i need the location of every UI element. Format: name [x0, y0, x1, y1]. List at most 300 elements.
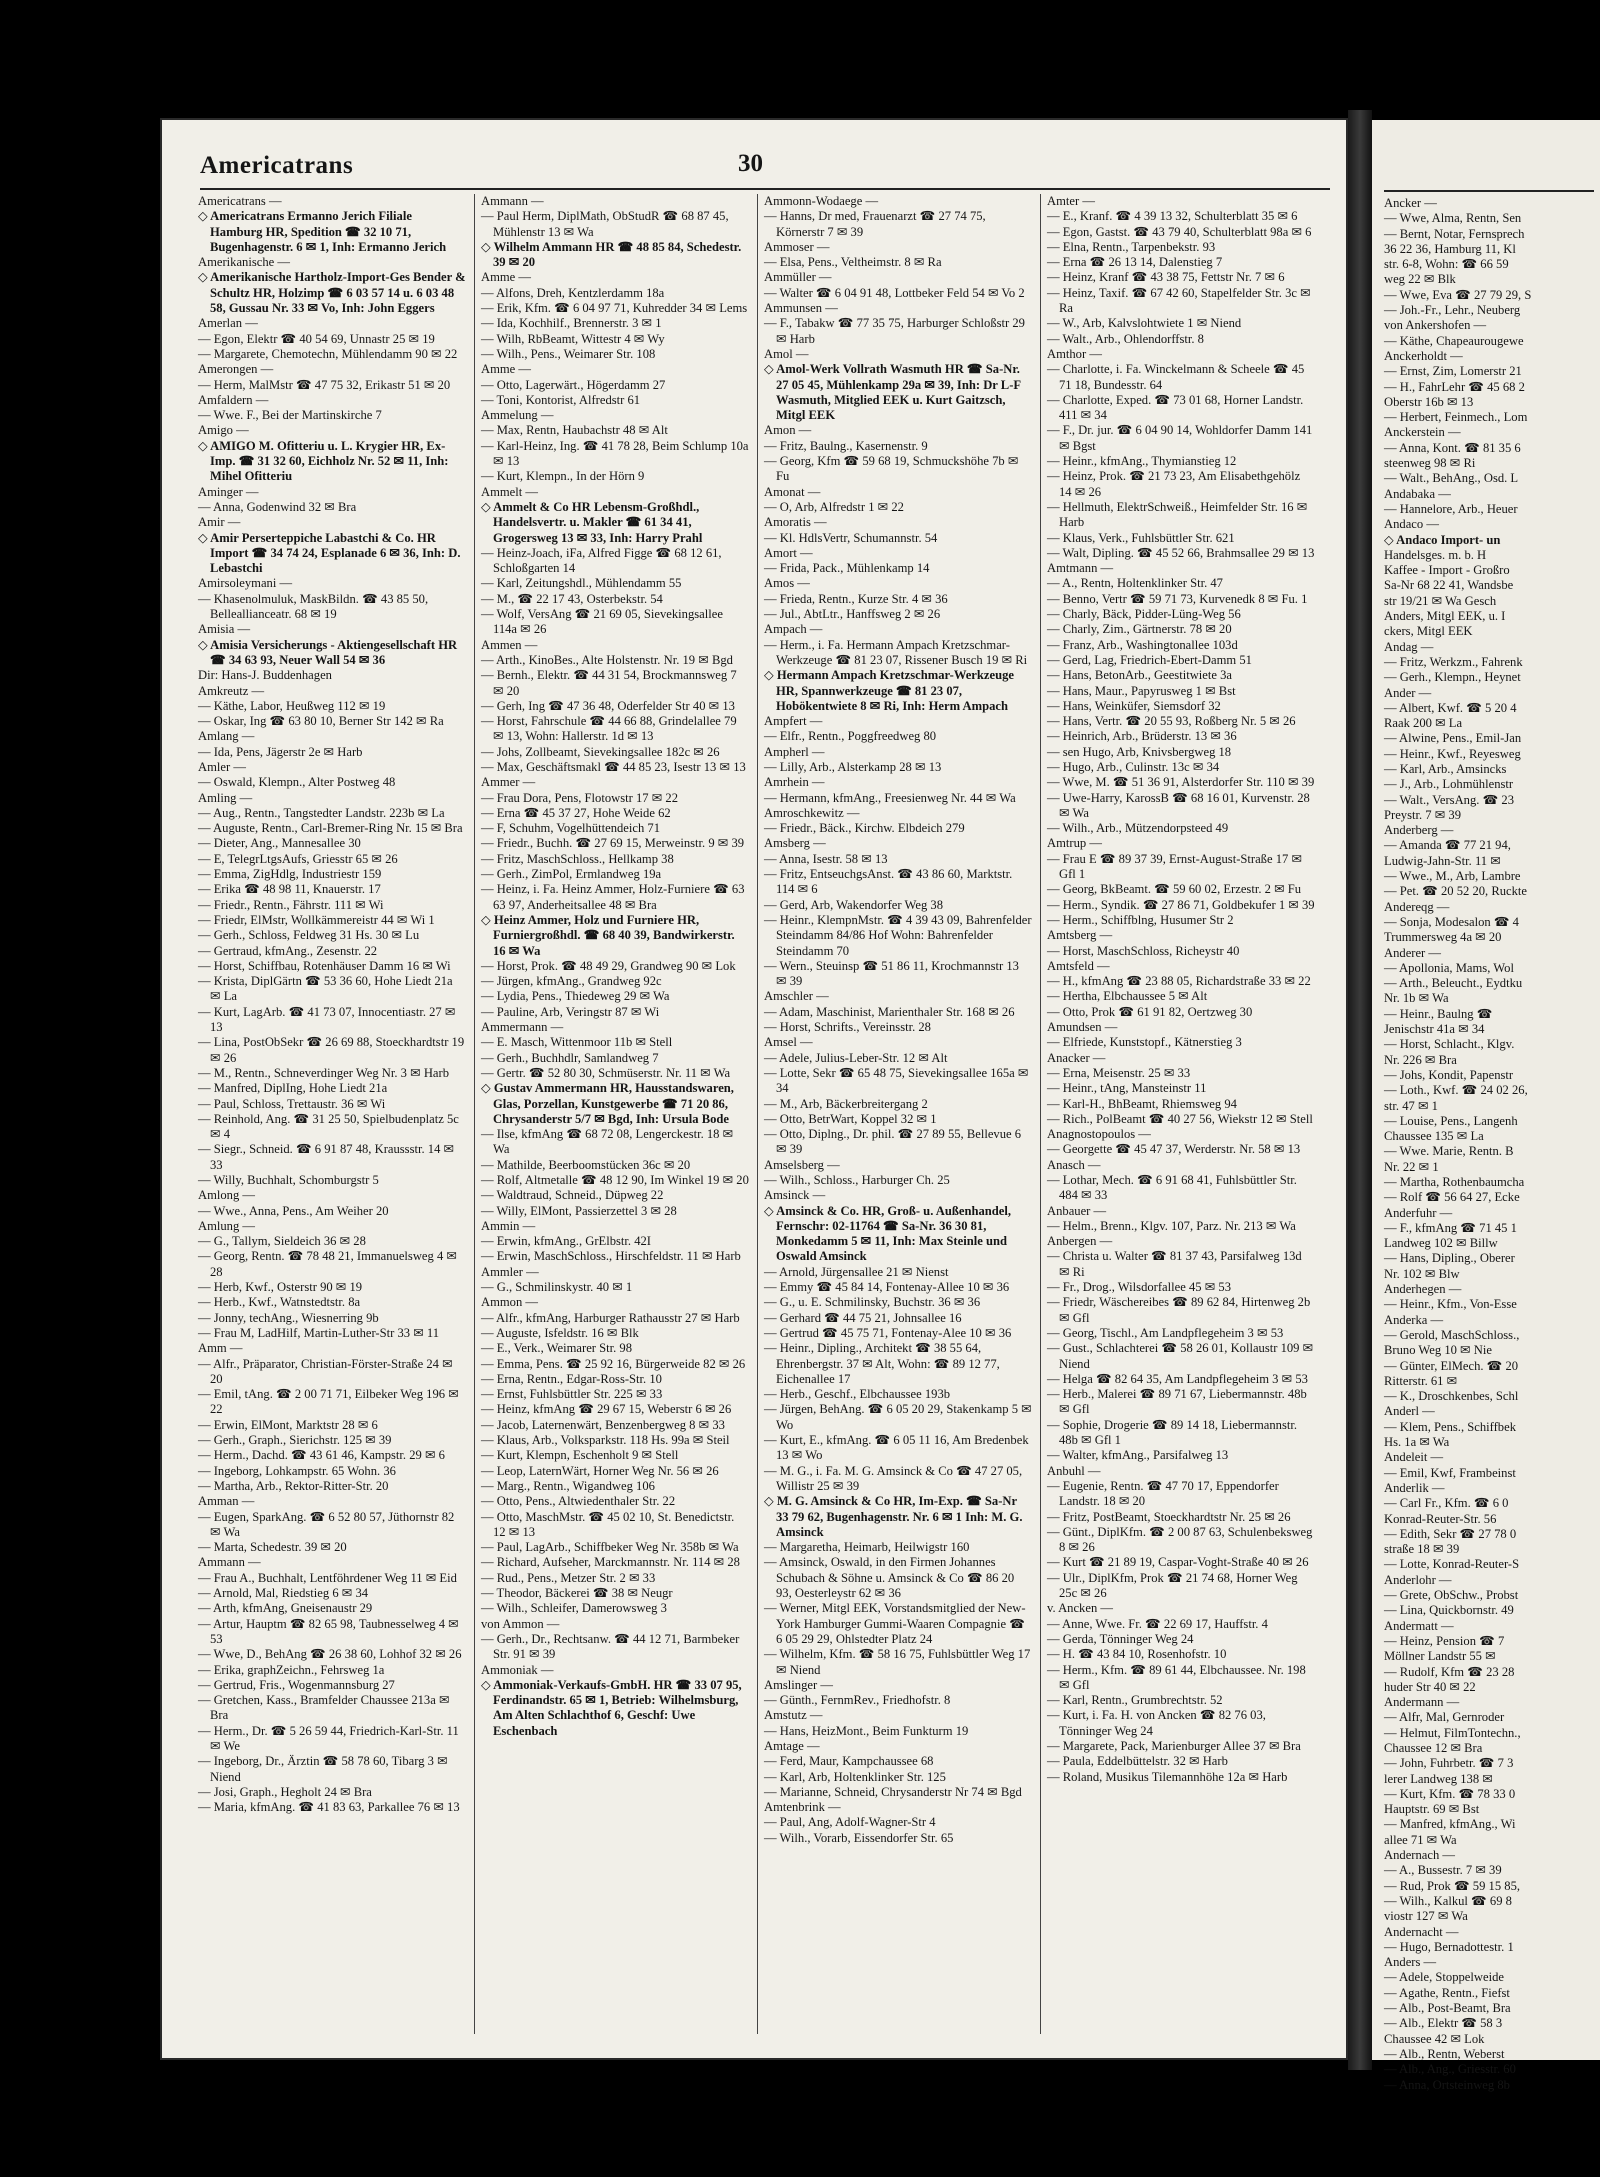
- directory-entry: — Gertr. ☎ 52 80 30, Schmüserstr. Nr. 11 ✉ Wa: [481, 1065, 731, 1080]
- directory-entry: — Willy, Buchhalt, Schomburgstr 5: [198, 1173, 379, 1187]
- directory-entry: — Alfr., kfmAng, Harburger Rathausstr 27 ✉ Harb: [481, 1310, 740, 1325]
- directory-entry: — Hanns, Dr med, Frauenarzt ☎ 27 74 75, Körnerstr 7 ✉ 39: [764, 209, 986, 239]
- directory-entry: — Fritz, Baulng., Kasernenstr. 9: [764, 438, 928, 453]
- directory-entry: — Ferd, Maur, Kampchaussee 68: [764, 1754, 934, 1769]
- directory-entry: — Werner, Mitgl EEK, Vorstandsmitglied der New-York Hamburger Gummi-Waaren Compagnie ☎ 6 05 29 29, Ohlstedter Platz 24: [764, 1601, 1026, 1646]
- directory-entry: — Bernh., Elektr. ☎ 44 31 54, Brockmannsweg 7 ✉ 20: [481, 668, 737, 698]
- directory-entry: — M., ☎ 22 17 43, Osterbekstr. 54: [481, 591, 663, 606]
- adjacent-page-entry: lerer Landweg 138 ✉: [1384, 1771, 1493, 1786]
- directory-entry: Amslinger —: [764, 1677, 833, 1692]
- directory-entry: — Oskar, Ing ☎ 63 80 10, Berner Str 142 ✉ Ra: [198, 714, 444, 729]
- directory-entry: Amtsberg —: [1047, 928, 1113, 943]
- directory-entry: — Herm., Syndik. ☎ 27 86 71, Goldbekufer 1 ✉ 39: [1047, 897, 1315, 912]
- directory-entry: Amtage —: [764, 1738, 820, 1753]
- directory-entry: — Erika ☎ 48 98 11, Knauerstr. 17: [198, 882, 381, 897]
- directory-entry: — Leop, LaternWärt, Horner Weg Nr. 56 ✉ 26: [481, 1463, 719, 1478]
- directory-entry: — Margaretha, Heimarb, Heilwigstr 160: [764, 1540, 970, 1555]
- directory-entry: — Hans, Weinküfer, Siemsdorf 32: [1047, 698, 1221, 713]
- directory-entry: — Elfr., Rentn., Poggfreedweg 80: [764, 729, 937, 744]
- adjacent-page-entry: Nr. 102 ✉ Blw: [1384, 1266, 1460, 1281]
- adjacent-page-entry: — Grete, ObSchw., Probst: [1384, 1588, 1519, 1603]
- adjacent-page-entry: Anckerstein —: [1384, 425, 1461, 440]
- directory-entry: — Günth., FernmRev., Friedhofstr. 8: [764, 1693, 951, 1708]
- directory-entry: — Anne, Wwe. Fr. ☎ 22 69 17, Hauffstr. 4: [1047, 1616, 1268, 1631]
- directory-entry: Amerongen —: [198, 362, 274, 377]
- directory-entry: — E., Verk., Weimarer Str. 98: [481, 1341, 633, 1356]
- directory-entry: — Heinz-Joach, iFa, Alfred Figge ☎ 68 12 61, Schloßgarten 14: [481, 545, 722, 576]
- directory-entry: — Horst, Schiffbau, Rotenhäuser Damm 16 ✉ Wi: [198, 958, 451, 973]
- directory-entry: Anacker —: [1047, 1050, 1106, 1065]
- directory-entry: Ammelung —: [481, 408, 554, 423]
- column-3: [764, 194, 1032, 2034]
- adjacent-page-entry: Anderhegen —: [1384, 1282, 1462, 1297]
- directory-entry: ◇ Amerikanische Hartholz-Import-Ges Bender & Schultz HR, Holzimp ☎ 6 03 57 14 u. 6 03 48 58, Gussau Nr. 33 ✉ Vo, Inh: John Eggers: [198, 270, 466, 316]
- directory-entry: — Friedr., Bäck., Kirchw. Elbdeich 279: [764, 821, 965, 836]
- adjacent-page-entry: — Carl Fr., Kfm. ☎ 6 0: [1384, 1496, 1509, 1511]
- directory-entry: Amm —: [198, 1341, 243, 1356]
- directory-entry: ◇ Amir Perserteppiche Labastchi & Co. HR Import ☎ 34 74 24, Esplanade 6 ✉ 36, Inh: D. Lebastchi: [198, 530, 461, 576]
- adjacent-page-entry: Chaussee 135 ✉ La: [1384, 1129, 1484, 1144]
- directory-entry: Ammonn-Wodaege —: [764, 194, 879, 208]
- directory-entry: — Auguste, Isfeldstr. 16 ✉ Blk: [481, 1325, 639, 1340]
- directory-entry: — A., Rentn, Holtenklinker Str. 47: [1047, 576, 1223, 591]
- directory-entry: — Adele, Julius-Leber-Str. 12 ✉ Alt: [764, 1050, 948, 1065]
- directory-entry: — Horst, MaschSchloss, Richeystr 40: [1047, 943, 1240, 958]
- directory-entry: — E. Masch, Wittenmoor 11b ✉ Stell: [481, 1035, 673, 1050]
- directory-entry: — Erik, Kfm. ☎ 6 04 97 71, Kuhredder 34 ✉ Lems: [481, 301, 748, 316]
- directory-entry: — Ernst, Fuhlsbüttler Str. 225 ✉ 33: [481, 1387, 663, 1402]
- adjacent-page-entry: — Agathe, Rentn., Fiefst: [1384, 1985, 1510, 2000]
- directory-entry: — Eugenie, Rentn. ☎ 47 70 17, Eppendorfer Landstr. 18 ✉ 20: [1047, 1478, 1279, 1509]
- directory-entry: — Khasenolmuluk, MaskBildn. ☎ 43 85 50, Belleallianceatr. 68 ✉ 19: [198, 591, 429, 622]
- directory-entry: — M., Rentn., Schneverdinger Weg Nr. 3 ✉ Harb: [198, 1065, 449, 1080]
- adjacent-page-entry: — Kurt, Kfm. ☎ 78 33 0: [1384, 1786, 1516, 1801]
- directory-entry: — Aug., Rentn., Tangstedter Landstr. 223b ✉ La: [198, 805, 445, 820]
- directory-entry: Amtenbrink —: [764, 1800, 841, 1815]
- directory-entry: — Frau M, LadHilf, Martin-Luther-Str 33 ✉ 11: [198, 1325, 440, 1340]
- directory-entry: Amtsfeld —: [1047, 958, 1110, 973]
- directory-entry: — Amsinck, Oswald, in den Firmen Johannes Schubach & Söhne u. Amsinck & Co ☎ 86 20 93, Oesterleystr 62 ✉ 36: [764, 1555, 1015, 1601]
- directory-entry: — Egon, Gastst. ☎ 43 79 40, Schulterblatt 98a ✉ 6: [1047, 224, 1312, 239]
- adjacent-page-entry: — Klem, Pens., Schiffbek: [1384, 1419, 1516, 1434]
- directory-entry: — Heinz, kfmAng ☎ 29 67 15, Weberstr 6 ✉ 26: [481, 1402, 732, 1417]
- directory-entry: Amirsoleymani —: [198, 576, 293, 591]
- directory-entry: Dir: Hans-J. Buddenhagen: [198, 668, 332, 683]
- adjacent-page-entry: — Heinr., Kwf., Reyesweg: [1384, 746, 1521, 761]
- directory-entry: — Helm., Brenn., Klgv. 107, Parz. Nr. 213 ✉ Wa: [1047, 1218, 1296, 1233]
- directory-entry: Anbauer —: [1047, 1203, 1107, 1218]
- adjacent-page-entry: — Fritz, Werkzm., Fahrenk: [1384, 654, 1523, 669]
- directory-entry: Ammoniak —: [481, 1662, 554, 1677]
- adjacent-page-entry: — Wwe. Marie, Rentn. B: [1384, 1144, 1514, 1159]
- directory-entry: — Wilh., Schleifer, Damerowsweg 3: [481, 1601, 667, 1616]
- directory-entry: — Charly, Bäck, Pidder-Lüng-Weg 56: [1047, 607, 1241, 622]
- adjacent-page-entry: — Heinr., Baulng ☎: [1384, 1006, 1493, 1021]
- directory-entry: — Maria, kfmAng. ☎ 41 83 63, Parkallee 76 ✉ 13: [198, 1800, 460, 1815]
- adjacent-page-entry: — Johs, Kondit, Papenstr: [1384, 1067, 1514, 1082]
- directory-entry: — Hugo, Arb., Culinstr. 13c ✉ 34: [1047, 759, 1220, 774]
- directory-entry: ◇ Ammoniak-Verkaufs-GmbH. HR ☎ 33 07 95, Ferdinandstr. 65 ✉ 1, Betrieb: Wilhelmsburg, Am Alten Schlachthof 6, Geschf: Uwe Eschenbach: [481, 1677, 742, 1738]
- adjacent-page-entry: Kaffee - Import - Großro: [1384, 563, 1510, 578]
- directory-entry: — Heinr., kfmAng., Thymianstieg 12: [1047, 454, 1237, 469]
- directory-entry: — Erna ☎ 45 37 27, Hohe Weide 62: [481, 805, 671, 820]
- directory-entry: — Rich., PolBeamt ☎ 40 27 56, Wiekstr 12 ✉ Stell: [1047, 1111, 1313, 1126]
- adjacent-page-entry: — Günter, ElMech. ☎ 20: [1384, 1358, 1519, 1373]
- directory-entry: — Ida, Pens, Jägerstr 2e ✉ Harb: [198, 744, 363, 759]
- adjacent-page-entry: Anderer —: [1384, 945, 1441, 960]
- directory-entry: — Friedr., Rentn., Fährstr. 111 ✉ Wi: [198, 897, 384, 912]
- directory-entry: — Karl, Zeitungshdl., Mühlendamm 55: [481, 576, 682, 591]
- page-header: [200, 146, 1330, 190]
- adjacent-page-entry: 36 22 36, Hamburg 11, Kl: [1384, 241, 1516, 256]
- directory-entry: — Herm., Kfm. ☎ 89 61 44, Elbchaussee. Nr. 198 ✉ Gfl: [1047, 1662, 1306, 1692]
- directory-entry: — Arth., KinoBes., Alte Holstenstr. Nr. 19 ✉ Bgd: [481, 652, 733, 667]
- directory-entry: — Waldtraud, Schneid., Düpweg 22: [481, 1188, 664, 1203]
- directory-entry: — Ilse, kfmAng ☎ 68 72 08, Lengerckestr. 18 ✉ Wa: [481, 1127, 734, 1157]
- directory-entry: — Hans, Maur., Papyrusweg 1 ✉ Bst: [1047, 683, 1236, 698]
- directory-entry: — Hans, HeizMont., Beim Funkturm 19: [764, 1723, 969, 1738]
- directory-entry: Ampfert —: [764, 714, 823, 729]
- directory-entry: — Horst, Schrifts., Vereinsstr. 28: [764, 1020, 931, 1035]
- directory-entry: — Lydia, Pens., Thiedeweg 29 ✉ Wa: [481, 989, 670, 1004]
- directory-entry: — F, Schuhm, Vogelhüttendeich 71: [481, 821, 661, 836]
- directory-entry: — Friedr, Wäschereibes ☎ 89 62 84, Hirtenweg 2b ✉ Gfl: [1047, 1295, 1311, 1325]
- adjacent-page-entry: str. 47 ✉ 1: [1384, 1098, 1438, 1113]
- directory-entry: — Gerh., Dr., Rechtsanw. ☎ 44 12 71, Barmbeker Str. 91 ✉ 39: [481, 1631, 740, 1662]
- directory-entry: — Jul., AbtLtr., Hanffsweg 2 ✉ 26: [764, 607, 941, 622]
- directory-entry: — Heinz, i. Fa. Heinz Ammer, Holz-Furniere ☎ 63 63 97, Anderheitsallee 48 ✉ Bra: [481, 882, 745, 912]
- directory-entry: — Alfr., Präparator, Christian-Förster-Straße 24 ✉ 20: [198, 1356, 453, 1386]
- directory-entry: — Wilh, RbBeamt, Wittestr 4 ✉ Wy: [481, 331, 665, 346]
- adjacent-page-entry: Hs. 1a ✉ Wa: [1384, 1435, 1450, 1450]
- directory-entry: Amschler —: [764, 989, 829, 1004]
- adjacent-page-entry: huder Str 40 ✉ 22: [1384, 1679, 1476, 1694]
- directory-entry: — Gerh., Graph., Sierichstr. 125 ✉ 39: [198, 1433, 392, 1448]
- book-gutter: [1348, 110, 1372, 2070]
- adjacent-page-entry: — Lotte, Konrad-Reuter-S: [1384, 1557, 1520, 1572]
- directory-entry: — Elsa, Pens., Veltheimstr. 8 ✉ Ra: [764, 255, 942, 270]
- directory-entry: — Wilh., Pens., Weimarer Str. 108: [481, 346, 656, 361]
- directory-entry: Americatrans —: [198, 194, 282, 208]
- directory-entry: — Hertha, Elbchaussee 5 ✉ Alt: [1047, 989, 1208, 1004]
- adjacent-page-entry: Landweg 102 ✉ Billw: [1384, 1236, 1498, 1251]
- directory-entry: — Heinr., Dipling., Architekt ☎ 38 55 64, Ehrenbergstr. 37 ✉ Alt, Wohn: ☎ 89 12 77, Eichenallee 17: [764, 1341, 1000, 1386]
- directory-entry: — Manfred, DiplIng, Hohe Liedt 21a: [198, 1081, 388, 1096]
- adjacent-page-entry: — Apollonia, Mams, Wol: [1384, 960, 1514, 975]
- directory-entry: — F., Tabakw ☎ 77 35 75, Harburger Schloßstr 29 ✉ Harb: [764, 316, 1025, 346]
- adjacent-page-entry: — Walt., VersAng. ☎ 23: [1384, 792, 1514, 807]
- adjacent-page-entry: — A., Bussestr. 7 ✉ 39: [1384, 1863, 1502, 1878]
- directory-entry: — Otto, MaschMstr. ☎ 45 02 10, St. Benedictstr. 12 ✉ 13: [481, 1509, 735, 1539]
- directory-entry: — Elna, Rentn., Tarpenbekstr. 93: [1047, 239, 1216, 254]
- directory-entry: — Otto, Lagerwärt., Högerdamm 27: [481, 377, 666, 392]
- directory-entry: — Gertrud, Fris., Wogenmannsburg 27: [198, 1677, 395, 1692]
- adjacent-page-entry: Chaussee 12 ✉ Bra: [1384, 1740, 1483, 1755]
- directory-entry: Amme —: [481, 270, 532, 285]
- directory-entry: — H. ☎ 43 84 10, Rosenhofstr. 10: [1047, 1647, 1227, 1662]
- directory-entry: — Sophie, Drogerie ☎ 89 14 18, Liebermannstr. 48b ✉ Gfl 1: [1047, 1417, 1298, 1448]
- directory-entry: — Kurt, Klempn., In der Hörn 9: [481, 469, 645, 484]
- adjacent-page-entry: — Helmut, FilmTontechn.,: [1384, 1725, 1521, 1740]
- directory-entry: — Arth, kfmAng, Gneisenaustr 29: [198, 1601, 373, 1616]
- directory-entry: — Herb., Kwf., Watnstedtstr. 8a: [198, 1295, 361, 1310]
- adjacent-page-entry: — Louise, Pens., Langenh: [1384, 1113, 1518, 1128]
- directory-entry: — Heinz, Prok. ☎ 21 73 23, Am Elisabethgehölz 14 ✉ 26: [1047, 469, 1301, 499]
- directory-entry: — Ulr., DiplKfm, Prok ☎ 21 74 68, Horner Weg 25c ✉ 26: [1047, 1570, 1298, 1601]
- adjacent-page-entry: — Joh.-Fr., Lehr., Neuberg: [1384, 303, 1521, 318]
- adjacent-page-entry: — Alfr, Mal, Gernroder: [1384, 1710, 1505, 1725]
- adjacent-page-entry: Anderl —: [1384, 1404, 1435, 1419]
- directory-entry: — Horst, Fahrschule ☎ 44 66 88, Grindelallee 79 ✉ 13, Wohn: Hallerstr. 1d ✉ 13: [481, 714, 737, 744]
- directory-entry: — Franz, Arb., Washingtonallee 103d: [1047, 637, 1238, 652]
- adjacent-page-entry: — Heinz, Pension ☎ 7: [1384, 1633, 1505, 1648]
- adjacent-page-entry: — Gerh., Klempn., Heynet: [1384, 670, 1521, 685]
- directory-entry: — Walter ☎ 6 04 91 48, Lottbeker Feld 54 ✉ Vo 2: [764, 285, 1025, 300]
- directory-entry: Ammler —: [481, 1264, 539, 1279]
- directory-entry: — Georg, Kfm ☎ 59 68 19, Schmuckshöhe 7b ✉ Fu: [764, 454, 1019, 484]
- directory-entry: — Dieter, Ang., Mannesallee 30: [198, 836, 361, 851]
- directory-entry: — Georg, BkBeamt. ☎ 59 60 02, Erzestr. 2 ✉ Fu: [1047, 882, 1302, 897]
- directory-entry: — Otto, Prok ☎ 61 91 82, Oertzweg 30: [1047, 1004, 1253, 1019]
- directory-entry: Ammunsen —: [764, 301, 838, 316]
- adjacent-page-entry: Handelsges. m. b. H: [1384, 547, 1487, 562]
- adjacent-page-entry: Jenischstr 41a ✉ 34: [1384, 1022, 1485, 1037]
- adjacent-page: [1372, 120, 1600, 2092]
- adjacent-page-entry: — Loth., Kwf. ☎ 24 02 26,: [1384, 1083, 1528, 1098]
- directory-entry: ◇ Hermann Ampach Kretzschmar-Werkzeuge HR, Spannwerkzeuge ☎ 81 23 07, Hobökentwiete 8 ✉ Ri, Inh: Herm Ampach: [764, 668, 1014, 713]
- directory-entry: — F., Dr. jur. ☎ 6 04 90 14, Wohldorfer Damm 141 ✉ Bgst: [1047, 423, 1313, 453]
- adjacent-page-entry: Andereqg —: [1384, 899, 1450, 914]
- directory-entry: — Wilh., Vorarb, Eissendorfer Str. 65: [764, 1830, 954, 1845]
- directory-entry: — Josi, Graph., Hegholt 24 ✉ Bra: [198, 1784, 372, 1799]
- directory-entry: — Fritz, PostBeamt, Stoeckhardtstr Nr. 25 ✉ 26: [1047, 1509, 1291, 1524]
- adjacent-page-entry: Andeleit —: [1384, 1450, 1444, 1465]
- directory-entry: von Ammon —: [481, 1616, 560, 1631]
- adjacent-page-entry: Nr. 1b ✉ Wa: [1384, 991, 1449, 1006]
- directory-entry: Ammüller —: [764, 270, 832, 285]
- directory-entry: — Paul, Ang, Adolf-Wagner-Str 4: [764, 1815, 936, 1830]
- directory-entry: Anagnostopoulos —: [1047, 1127, 1151, 1142]
- directory-entry: — Georg, Rentn. ☎ 78 48 21, Immanuelsweg 4 ✉ 28: [198, 1249, 457, 1279]
- directory-entry: — Horst, Prok. ☎ 48 49 29, Grandweg 90 ✉ Lok: [481, 958, 736, 973]
- adjacent-page-entry: — Rolf ☎ 56 64 27, Ecke: [1384, 1190, 1520, 1205]
- directory-entry: — Gerd, Lag, Friedrich-Ebert-Damm 51: [1047, 652, 1252, 667]
- directory-entry: — H., kfmAng ☎ 23 88 05, Richardstraße 33 ✉ 22: [1047, 974, 1311, 989]
- directory-entry: — Martha, Arb., Rektor-Ritter-Str. 20: [198, 1478, 389, 1493]
- adjacent-page-entry: — Alb., Ang., Griesstr. 60: [1384, 2062, 1516, 2077]
- adjacent-page-entry: Trummersweg 4a ✉ 20: [1384, 930, 1502, 945]
- directory-entry: — Benno, Vertr ☎ 59 71 73, Kurvenedk 8 ✉ Fu. 1: [1047, 591, 1308, 606]
- adjacent-page-entry: Andag —: [1384, 639, 1434, 654]
- directory-entry: — Heinr., KlempnMstr. ☎ 4 39 43 09, Bahrenfelder Steindamm 84/86 Hof Wohn: Bahrenfelder Steindamm 70: [764, 912, 1032, 958]
- directory-entry: — Georgette ☎ 45 47 37, Werderstr. Nr. 58 ✉ 13: [1047, 1142, 1301, 1157]
- adjacent-page-entry: — Edith, Sekr ☎ 27 78 0: [1384, 1526, 1517, 1541]
- directory-entry: Ammann —: [481, 194, 544, 208]
- directory-entry: Amonat —: [764, 484, 821, 499]
- directory-entry: — Herm, MalMstr ☎ 47 75 32, Erikastr 51 ✉ 20: [198, 377, 451, 392]
- directory-entry: Amfaldern —: [198, 392, 269, 407]
- adjacent-page-entry: Chaussee 42 ✉ Lok: [1384, 2031, 1485, 2046]
- directory-entry: — Jacob, Laternenwärt, Benzenbergweg 8 ✉ 33: [481, 1417, 725, 1432]
- adjacent-page-entry: — Amanda ☎ 77 21 94,: [1384, 838, 1511, 853]
- adjacent-page-entry: Andermatt —: [1384, 1618, 1454, 1633]
- directory-entry: — Gerh., Buchhdlr, Samlandweg 7: [481, 1050, 659, 1065]
- directory-entry: — Kurt, Klempn, Eschenholt 9 ✉ Stell: [481, 1448, 679, 1463]
- adjacent-page-entry: ckers, Mitgl EEK: [1384, 624, 1473, 639]
- directory-entry: Amlong —: [198, 1188, 256, 1203]
- adjacent-page-entry: — Anna, Ortsteinweg 8b: [1384, 2077, 1510, 2092]
- directory-entry: Anasch —: [1047, 1157, 1101, 1172]
- directory-entry: Anbergen —: [1047, 1234, 1113, 1249]
- directory-entry: — Wolf, VersAng ☎ 21 69 05, Sievekingsallee 114a ✉ 26: [481, 607, 723, 637]
- directory-entry: — Elfriede, Kunststopf., Kätnerstieg 3: [1047, 1035, 1242, 1050]
- adjacent-page-entry: Anders —: [1384, 1955, 1437, 1970]
- adjacent-page-entry: — Wilh., Kalkul ☎ 69 8: [1384, 1893, 1512, 1908]
- adjacent-page-entry: Anderka —: [1384, 1312, 1444, 1327]
- directory-entry: — sen Hugo, Arb, Knivsbergweg 18: [1047, 744, 1232, 759]
- directory-entry: — Lothar, Mech. ☎ 6 91 68 41, Fuhlsbüttler Str. 484 ✉ 33: [1047, 1173, 1297, 1203]
- directory-entry: — Georg, Tischl., Am Landpflegeheim 3 ✉ 53: [1047, 1325, 1284, 1340]
- directory-entry: ◇ Ammelt & Co HR Lebensm-Großhdl., Handelsvertr. u. Makler ☎ 61 34 41, Grogersweg 13 ✉ 33, Inh: Harry Prahl: [481, 499, 703, 545]
- directory-entry: — Theodor, Bäckerei ☎ 38 ✉ Neugr: [481, 1586, 673, 1601]
- adjacent-page-entry: — Horst, Schlacht., Klgv.: [1384, 1037, 1515, 1052]
- adjacent-page-entry: Konrad-Reuter-Str. 56: [1384, 1511, 1497, 1526]
- directory-entry: — Paul, Schloss, Trettaustr. 36 ✉ Wi: [198, 1096, 386, 1111]
- directory-entry: — Wwe., Anna, Pens., Am Weiher 20: [198, 1203, 389, 1218]
- adjacent-page-entry: — Karl, Arb., Amsincks: [1384, 761, 1507, 776]
- adjacent-page-entry: Ander —: [1384, 685, 1432, 700]
- directory-entry: Amler —: [198, 759, 246, 774]
- directory-entry: Amselsberg —: [764, 1157, 840, 1172]
- directory-entry: — Emma, ZigHdlg, Industriestr 159: [198, 867, 382, 882]
- directory-entry: — Alfons, Dreh, Kentzlerdamm 18a: [481, 285, 665, 300]
- directory-entry: — Otto, Pens., Altwiedenthaler Str. 22: [481, 1494, 676, 1509]
- directory-entry: — Kurt, E., kfmAng. ☎ 6 05 11 16, Am Bredenbek 13 ✉ Wo: [764, 1433, 1029, 1463]
- directory-entry: Ammelt —: [481, 484, 539, 499]
- directory-entry: — Gretchen, Kass., Bramfelder Chaussee 213a ✉ Bra: [198, 1693, 450, 1723]
- adjacent-page-entry: weg 22 ✉ Blk: [1384, 272, 1456, 287]
- directory-entry: — Klaus, Verk., Fuhlsbüttler Str. 621: [1047, 530, 1235, 545]
- directory-entry: ◇ AMIGO M. Ofitteriu u. L. Krygier HR, Ex-Imp. ☎ 31 32 60, Eichholz Nr. 52 ✉ 11, Inh: Mihel Ofitteriu: [198, 438, 449, 484]
- directory-entry: — Gerhard ☎ 44 75 21, Johnsallee 16: [764, 1310, 962, 1325]
- directory-entry: — Lotte, Sekr ☎ 65 48 75, Sievekingsallee 165a ✉ 34: [764, 1065, 1029, 1096]
- column-2: [481, 194, 749, 2034]
- directory-entry: — Erna ☎ 26 13 14, Dalenstieg 7: [1047, 255, 1223, 270]
- adjacent-page-entry: Nr. 226 ✉ Bra: [1384, 1052, 1457, 1067]
- running-head: Americatrans: [200, 152, 354, 179]
- directory-entry: Amkreutz —: [198, 683, 265, 698]
- directory-entry: — Max, Rentn, Haubachstr 48 ✉ Alt: [481, 423, 668, 438]
- directory-entry: — Margarete, Chemotechn, Mühlendamm 90 ✉ 22: [198, 346, 458, 361]
- directory-entry: — Kl. HdlsVertr, Schumannstr. 54: [764, 530, 938, 545]
- directory-entry: Ampach —: [764, 622, 823, 637]
- columns-container: [198, 194, 1334, 2034]
- adjacent-page-entry: — Alb., Rentn, Weberst: [1384, 2046, 1505, 2061]
- directory-entry: Ammen —: [481, 637, 538, 652]
- directory-entry: — Jonny, techAng., Wiesnerring 9b: [198, 1310, 379, 1325]
- directory-entry: — M. G., i. Fa. M. G. Amsinck & Co ☎ 47 27 05, Willistr 25 ✉ 39: [764, 1463, 1023, 1493]
- directory-entry: Amtmann —: [1047, 561, 1114, 576]
- directory-entry: — Gust., Schlachterei ☎ 58 26 01, Kollaustr 109 ✉ Niend: [1047, 1341, 1314, 1371]
- adjacent-page-entry: von Ankershofen —: [1384, 318, 1487, 333]
- adjacent-page-entry: Andabaka —: [1384, 486, 1451, 501]
- adjacent-page-entry: — H., FahrLehr ☎ 45 68 2: [1384, 379, 1525, 394]
- directory-entry: Amlang —: [198, 729, 255, 744]
- directory-entry: Amundsen —: [1047, 1020, 1118, 1035]
- column-rule: [474, 194, 475, 2034]
- directory-entry: Amling —: [198, 790, 253, 805]
- directory-entry: — Charlotte, Exped. ☎ 73 01 68, Horner Landstr. 411 ✉ 34: [1047, 392, 1304, 423]
- directory-entry: — Gertraud, kfmAng., Zesenstr. 22: [198, 943, 378, 958]
- directory-entry: — Erna, Rentn., Edgar-Ross-Str. 10: [481, 1371, 662, 1386]
- directory-entry: ◇ Wilhelm Ammann HR ☎ 48 85 84, Schedestr. 39 ✉ 20: [481, 239, 742, 270]
- adjacent-page-entry: — Manfred, kfmAng., Wi: [1384, 1817, 1516, 1832]
- directory-entry: — Auguste, Rentn., Carl-Bremer-Ring Nr. 15 ✉ Bra: [198, 821, 463, 836]
- adjacent-page-entry: straße 18 ✉ 39: [1384, 1542, 1460, 1557]
- directory-entry: — Frau A., Buchhalt, Lentföhrdener Weg 11 ✉ Eid: [198, 1570, 457, 1585]
- adjacent-page-entry: — Walt., BehAng., Osd. L: [1384, 471, 1519, 486]
- adjacent-page-entry: Raak 200 ✉ La: [1384, 716, 1463, 731]
- directory-entry: — Lina, PostObSekr ☎ 26 69 88, Stoeckhardtstr 19 ✉ 26: [198, 1035, 465, 1065]
- directory-entry: Ammon —: [481, 1295, 539, 1310]
- directory-entry: Amman —: [198, 1494, 255, 1509]
- directory-entry: — Klaus, Arb., Volksparkstr. 118 Hs. 99a ✉ Steil: [481, 1433, 730, 1448]
- directory-entry: — Wern., Steuinsp ☎ 51 86 11, Krochmannstr 13 ✉ 39: [764, 958, 1019, 989]
- adjacent-page-entry: — Arth., Beleucht., Eydtku: [1384, 976, 1523, 991]
- directory-entry: — Rud., Pens., Metzer Str. 2 ✉ 33: [481, 1570, 656, 1585]
- directory-entry: — Gerda, Tönninger Weg 24: [1047, 1631, 1194, 1646]
- directory-entry: — Pauline, Arb, Veringstr 87 ✉ Wi: [481, 1004, 660, 1019]
- adjacent-page-entry: Anderlik —: [1384, 1480, 1445, 1495]
- directory-entry: Amsel —: [764, 1035, 813, 1050]
- directory-entry: — Karl, Rentn., Grumbrechtstr. 52: [1047, 1693, 1223, 1708]
- directory-entry: — Gerh, Ing ☎ 47 36 48, Oderfelder Str 40 ✉ 13: [481, 698, 735, 713]
- adjacent-page-entry: — Wwe, Eva ☎ 27 79 29, S: [1384, 287, 1532, 302]
- directory-entry: — Frida, Pack., Mühlenkamp 14: [764, 561, 930, 576]
- directory-entry: — Hermann, kfmAng., Freesienweg Nr. 44 ✉ Wa: [764, 790, 1016, 805]
- directory-entry: Amos —: [764, 576, 810, 591]
- directory-entry: — Walt, Dipling. ☎ 45 52 66, Brahmsallee 29 ✉ 13: [1047, 545, 1315, 560]
- directory-entry: — Frau E ☎ 89 37 39, Ernst-August-Straße 17 ✉ Gfl 1: [1047, 851, 1302, 882]
- adjacent-page-header: [1384, 152, 1594, 192]
- directory-entry: — Paul, LagArb., Schiffbeker Weg Nr. 358b ✉ Wa: [481, 1540, 739, 1555]
- directory-entry: — W., Arb, Kalvslohtwiete 1 ✉ Niend: [1047, 316, 1242, 331]
- directory-entry: — Wwe, M. ☎ 51 36 91, Alsterdorfer Str. 110 ✉ 39: [1047, 775, 1315, 790]
- adjacent-page-entry: — Adele, Stoppelweide: [1384, 1970, 1504, 1985]
- adjacent-page-entry: Anderberg —: [1384, 823, 1454, 838]
- directory-entry: — Gerh., Schloss, Feldweg 31 Hs. 30 ✉ Lu: [198, 928, 420, 943]
- directory-entry: — Marg., Rentn., Wigandweg 106: [481, 1478, 655, 1493]
- directory-entry: — Hans, BetonArb., Geestitwiete 3a: [1047, 668, 1233, 683]
- directory-entry: — Wilhelm, Kfm. ☎ 58 16 75, Fuhlsbüttler Weg 17 ✉ Niend: [764, 1647, 1031, 1677]
- adjacent-page-entry: Anders, Mitgl EEK, u. I: [1384, 609, 1506, 624]
- directory-entry: — Hans, Vertr. ☎ 20 55 93, Roßberg Nr. 5 ✉ 26: [1047, 714, 1296, 729]
- directory-entry: — Herm., i. Fa. Hermann Ampach Kretzschmar-Werkzeuge ☎ 81 23 07, Rissener Busch 19 ✉ Ri: [764, 637, 1028, 667]
- directory-entry: — Fritz, EntseuchgsAnst. ☎ 43 86 60, Marktstr. 114 ✉ 6: [764, 867, 1013, 897]
- directory-entry: — Ida, Kochhilf., Brennerstr. 3 ✉ 1: [481, 316, 662, 331]
- adjacent-page-entry: — Emil, Kwf, Frambeinst: [1384, 1465, 1516, 1480]
- directory-entry: Amroschkewitz —: [764, 805, 860, 820]
- directory-entry: — Heinrich, Arb., Brüderstr. 13 ✉ 36: [1047, 729, 1237, 744]
- directory-entry: — E., Kranf. ☎ 4 39 13 32, Schulterblatt 35 ✉ 6: [1047, 209, 1298, 224]
- directory-entry: — Hellmuth, ElektrSchweiß., Heimfelder Str. 16 ✉ Harb: [1047, 499, 1308, 530]
- adjacent-page-entry: — Albert, Kwf. ☎ 5 20 4: [1384, 700, 1517, 715]
- adjacent-page-entry: — Hans, Dipling., Oberer: [1384, 1251, 1515, 1266]
- directory-entry: — O, Arb, Alfredstr 1 ✉ 22: [764, 499, 904, 514]
- directory-entry: — Krista, DiplGärtn ☎ 53 36 60, Hohe Liedt 21a ✉ La: [198, 974, 453, 1004]
- directory-entry: — Richard, Aufseher, Marckmannstr. Nr. 114 ✉ 28: [481, 1555, 740, 1570]
- adjacent-page-entry: Bruno Weg 10 ✉ Nie: [1384, 1343, 1492, 1358]
